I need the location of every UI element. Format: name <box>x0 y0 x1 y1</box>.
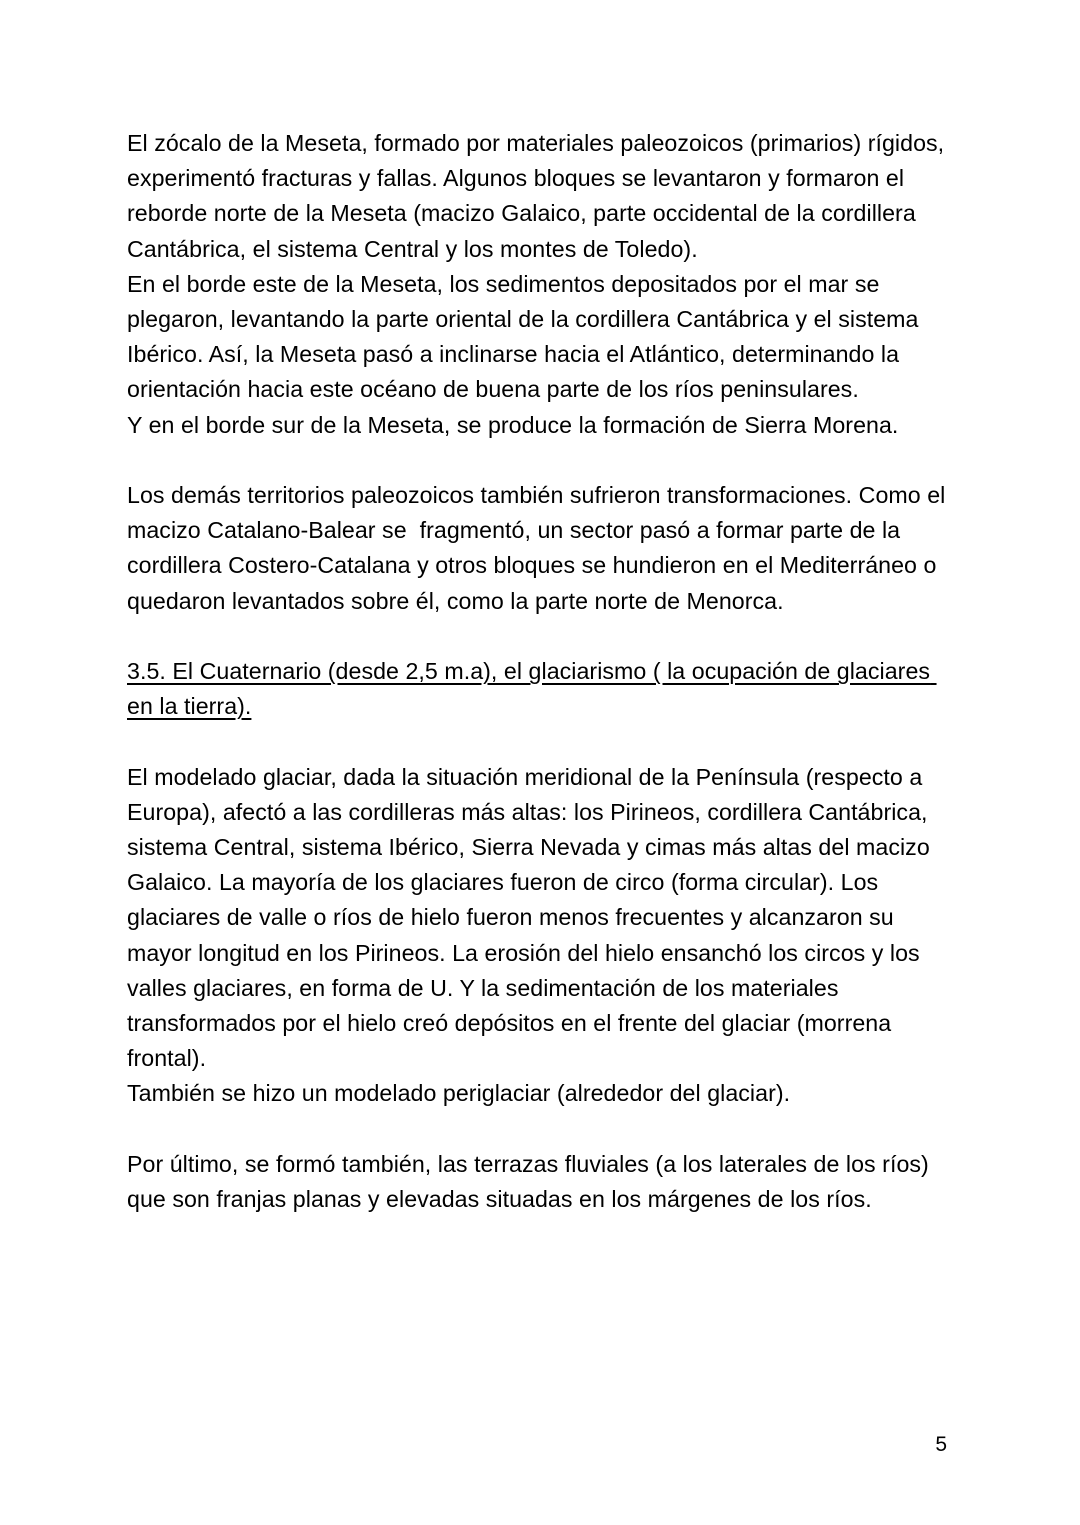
paragraph-borde-este: En el borde este de la Meseta, los sedimentos depositados por el mar se plegaron, levantando la parte oriental de la cordillera Cantábrica y el sistema Ibérico. Así, la Meseta pasó a inclinarse hacia el Atlántico, determinando la orientación hacia este océano de buena parte de los ríos peninsulares. <box>127 270 925 403</box>
paragraph-borde-sur: Y en el borde sur de la Meseta, se produce la formación de Sierra Morena. <box>127 411 899 438</box>
document-text-column <box>127 126 952 1217</box>
paragraph-periglaciar: También se hizo un modelado periglaciar (alrededor del glaciar). <box>127 1080 791 1107</box>
paragraph-zocalo-meseta: El zócalo de la Meseta, formado por materiales paleozoicos (primarios) rígidos, experimentó fracturas y fallas. Algunos bloques se levantaron y formaron el reborde norte de la Meseta (macizo Galaico, parte occidental de la cordillera Cantábrica, el sistema Central y los montes de Toledo). <box>127 130 951 262</box>
heading-3-5-cuaternario: 3.5. El Cuaternario (desde 2,5 m.a), el glaciarismo ( la ocupación de glaciares en la tierra). <box>127 658 937 720</box>
paragraph-terrazas-fluviales: Por último, se formó también, las terrazas fluviales (a los laterales de los ríos) que son franjas planas y elevadas situadas en los márgenes de los ríos. <box>127 1150 942 1213</box>
paragraph-territorios-paleozoicos: Los demás territorios paleozoicos también sufrieron transformaciones. Como el macizo Catalano-Balear se fragmentó, un sector pasó a formar parte de la cordillera Costero-Catalana y otros bloques se hundieron en el Mediterráneo o quedaron levantados sobre él, como la parte norte de Menorca. <box>127 482 952 614</box>
page-number: 5 <box>935 1433 947 1456</box>
paragraph-modelado-glaciar: El modelado glaciar, dada la situación meridional de la Península (respecto a Europa), afectó a las cordilleras más altas: los Pirineos, cordillera Cantábrica, sistema Central, sistema Ibérico, Sierra Nevada y cimas más altas del macizo Galaico. La mayoría de los glaciares fueron de circo (forma circular). Los glaciares de valle o ríos de hielo fueron menos frecuentes y alcanzaron su mayor longitud en los Pirineos. La erosión del hielo ensanchó los circos y los valles glaciares, en forma de U. Y la sedimentación de los materiales transformados por el hielo creó depósitos en el frente del glaciar (morrena frontal). <box>127 763 937 1072</box>
